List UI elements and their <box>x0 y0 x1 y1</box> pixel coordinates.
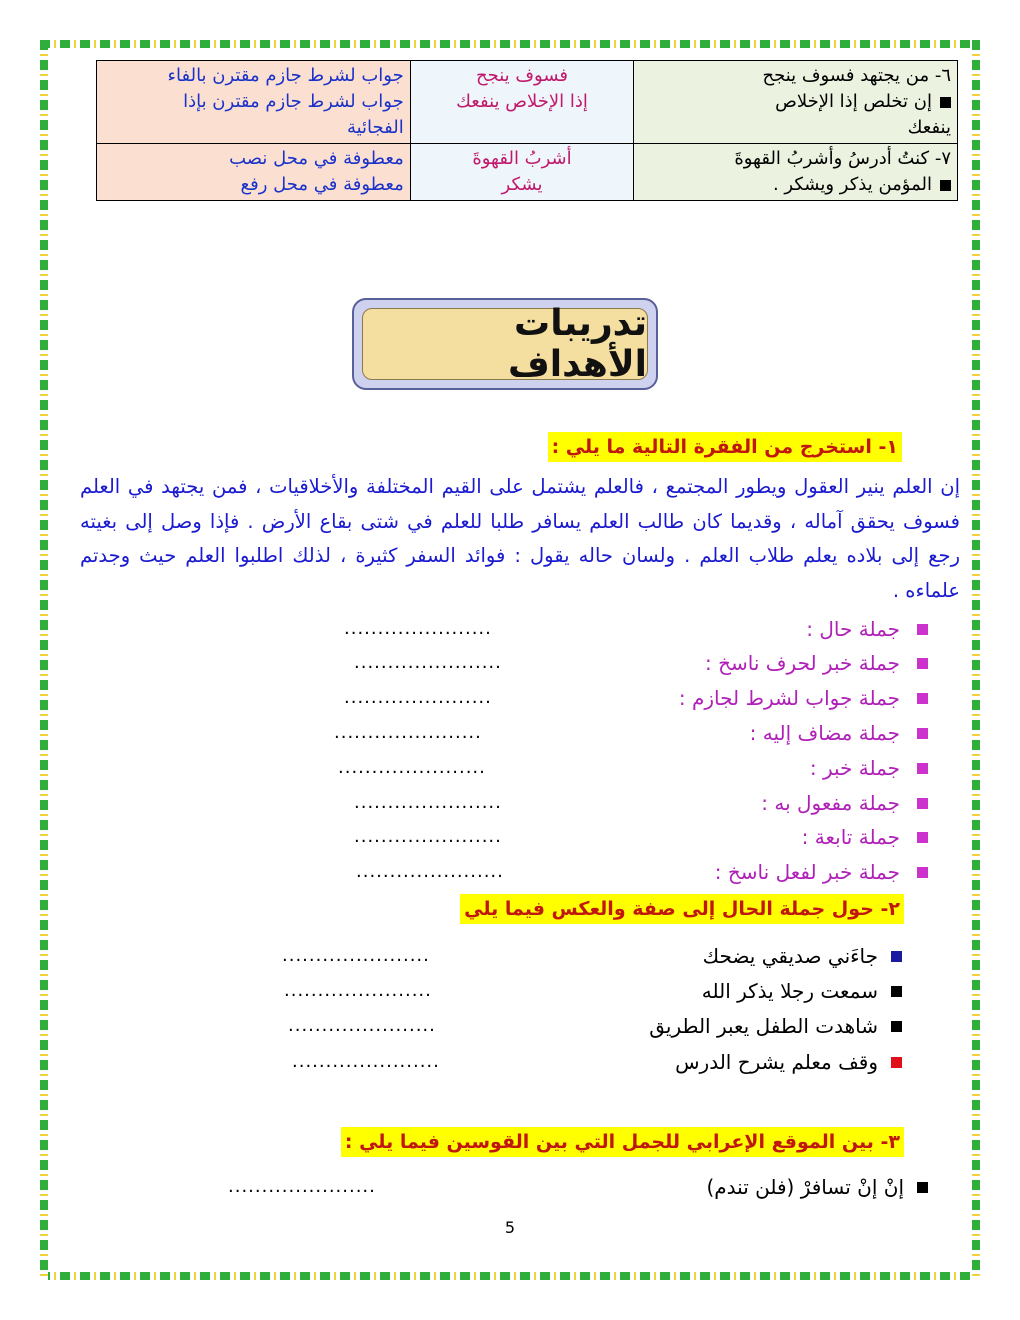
analysis-cell <box>97 144 411 201</box>
list-item: جملة جواب لشرط لجازم : ...................... <box>300 681 928 715</box>
sentence-cell <box>410 144 634 201</box>
section-title: تدريبات الأهداف <box>362 308 648 380</box>
list-item: وقف معلم يشرح الدرس ...................... <box>280 1045 902 1079</box>
exercise-1-paragraph: إن العلم ينير العقول ويطور المجتمع ، فالعلم يشتمل على القيم المختلفة والأخلاقيات ، فمن يجتهد في العلم فسوف يحقق آماله ، وقديما كان طالب العلم يسافر طلبا للعلم في شتى بقاع الأرض . فإذا وصل إلى بغيته رجع إلى بلاده يعلم طلاب العلم . ولسان حاله يقول : فوائد السفر كثيرة ، لذلك اطلبوا العلم حيث وجدتم علماءه . <box>80 475 960 602</box>
page-border-bottom <box>40 1272 980 1280</box>
sentence-text: فسوف ينجح <box>475 65 568 86</box>
example-line: ٦- من يجتهد فسوف ينجح <box>762 65 951 86</box>
list-item: جملة خبر لحرف ناسخ : ...................... <box>300 646 928 680</box>
example-line: ٧- كنتُ أدرسُ وأشربُ القهوةَ <box>734 148 951 169</box>
list-item: جملة حال : ...................... <box>300 612 928 646</box>
list-item: جملة خبر : ...................... <box>300 751 928 785</box>
square-bullet-icon <box>917 763 928 774</box>
list-item: جملة تابعة : ...................... <box>300 820 928 854</box>
square-bullet-icon <box>891 986 902 997</box>
square-bullet-icon <box>917 728 928 739</box>
square-bullet-icon <box>917 798 928 809</box>
square-bullet-icon <box>917 1182 928 1193</box>
list-item: سمعت رجلا يذكر الله ...................... <box>280 974 902 1008</box>
section-title-banner <box>352 298 658 390</box>
sentence-text: إذا الإخلاص ينفعك <box>456 91 588 112</box>
example-line-bulleted: إن تخلص إذا الإخلاص <box>640 89 951 115</box>
answer-blank[interactable]: ...................... <box>338 757 486 778</box>
list-item: جاءَني صديقي يضحك ...................... <box>280 939 902 973</box>
page-border-left <box>40 40 48 1280</box>
answer-blank[interactable]: ...................... <box>284 980 432 1001</box>
analysis-text: معطوفة في محل نصب <box>229 148 404 169</box>
answer-blank[interactable]: ...................... <box>228 1176 376 1197</box>
grammar-table <box>96 60 958 201</box>
page-border-right <box>972 40 980 1280</box>
answer-blank[interactable]: ...................... <box>356 861 504 882</box>
answer-blank[interactable]: ...................... <box>354 792 502 813</box>
square-bullet-icon <box>940 97 951 108</box>
answer-blank[interactable]: ...................... <box>344 687 492 708</box>
answer-blank[interactable]: ...................... <box>354 826 502 847</box>
square-bullet-icon <box>917 624 928 635</box>
answer-blank[interactable]: ...................... <box>354 652 502 673</box>
example-cell <box>634 144 958 201</box>
list-item: إنْ إنْ تسافرْ (فلن تندم) ...................... <box>226 1170 928 1204</box>
page-border-top <box>40 40 980 48</box>
answer-blank[interactable]: ...................... <box>288 1015 436 1036</box>
analysis-text: جواب لشرط جازم مقترن بالفاء <box>167 65 404 86</box>
analysis-text: معطوفة في محل رفع <box>240 174 404 195</box>
answer-blank[interactable]: ...................... <box>292 1051 440 1072</box>
example-cell <box>634 61 958 144</box>
answer-blank[interactable]: ...................... <box>282 945 430 966</box>
square-bullet-icon <box>891 951 902 962</box>
square-bullet-icon <box>917 867 928 878</box>
answer-blank[interactable]: ...................... <box>344 618 492 639</box>
sentence-text: يشكر <box>501 174 543 195</box>
table-row <box>97 144 958 201</box>
analysis-text: جواب لشرط جازم مقترن بإذا <box>183 91 404 112</box>
list-item: شاهدت الطفل يعبر الطريق ...................... <box>280 1009 902 1043</box>
table-row <box>97 61 958 144</box>
page-number: 5 <box>504 1218 516 1237</box>
analysis-text: الفجائية <box>346 117 404 138</box>
sentence-text: أشربُ القهوةَ <box>472 148 572 169</box>
square-bullet-icon <box>940 180 951 191</box>
square-bullet-icon <box>917 658 928 669</box>
example-line: ينفعك <box>907 117 951 138</box>
square-bullet-icon <box>891 1021 902 1032</box>
answer-blank[interactable]: ...................... <box>334 722 482 743</box>
example-line-bulleted: المؤمن يذكر ويشكر . <box>640 172 951 198</box>
square-bullet-icon <box>917 693 928 704</box>
list-item: جملة خبر لفعل ناسخ : ...................... <box>300 855 928 889</box>
sentence-cell <box>410 61 634 144</box>
exercise-1-heading: ١- استخرج من الفقرة التالية ما يلي : <box>548 432 902 462</box>
analysis-cell <box>97 61 411 144</box>
square-bullet-icon <box>917 832 928 843</box>
list-item: جملة مفعول به : ...................... <box>300 786 928 820</box>
square-bullet-icon <box>891 1057 902 1068</box>
exercise-2-heading: ٢- حول جملة الحال إلى صفة والعكس فيما يلي <box>460 894 904 924</box>
exercise-3-heading: ٣- بين الموقع الإعرابي للجمل التي بين القوسين فيما يلي : <box>341 1127 904 1157</box>
list-item: جملة مضاف إليه : ...................... <box>300 716 928 750</box>
